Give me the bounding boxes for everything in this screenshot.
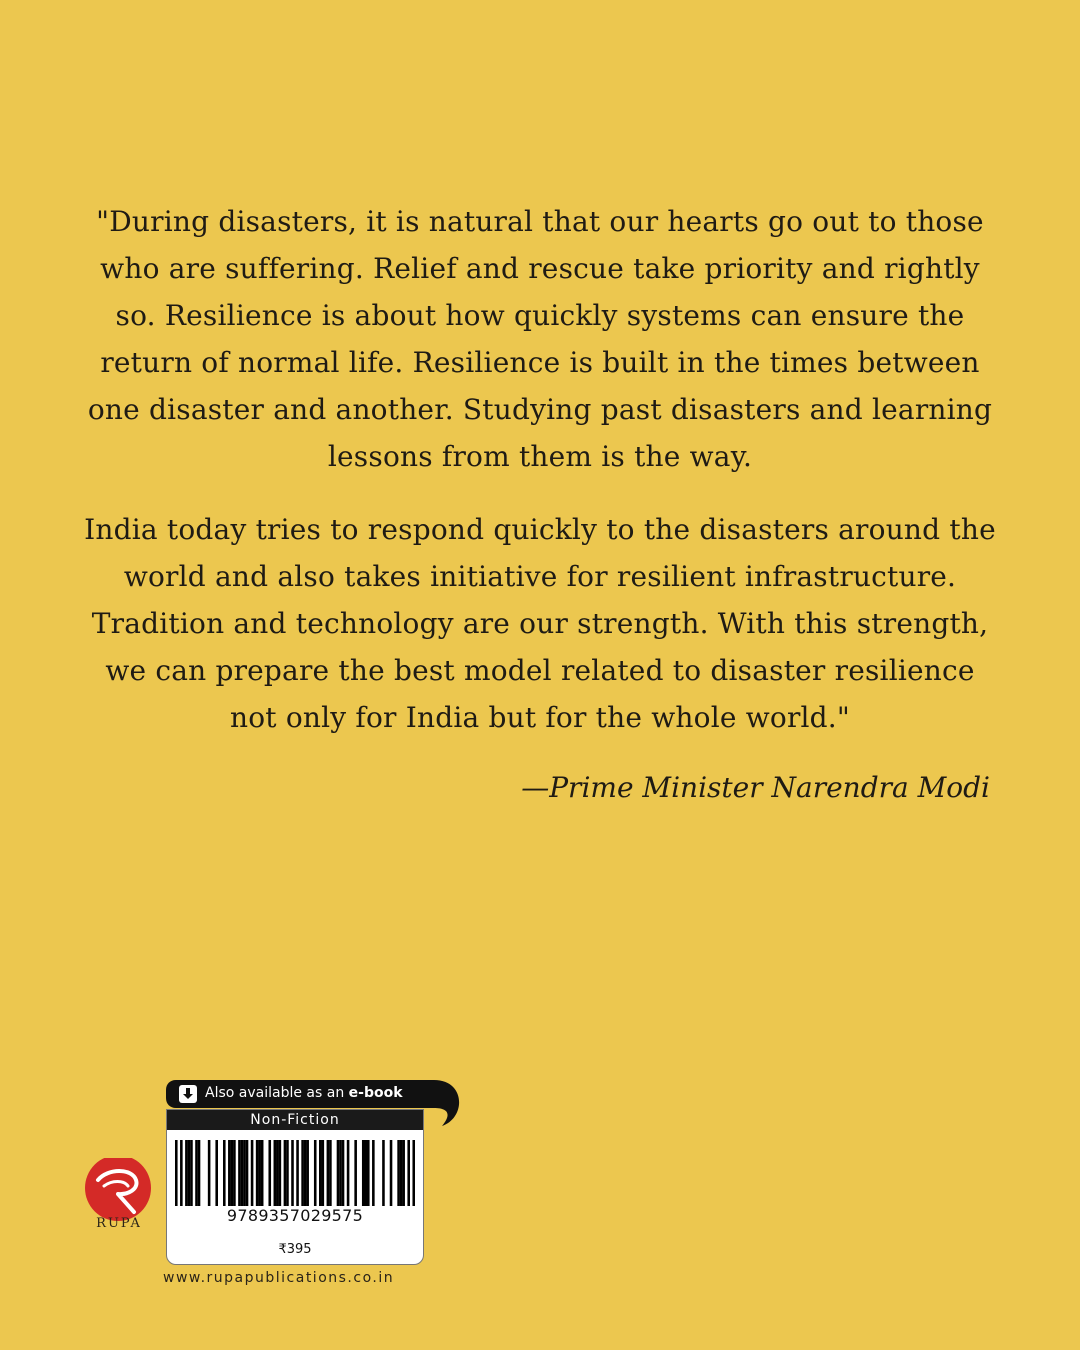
barcode-bar xyxy=(314,1140,317,1206)
barcode-bar xyxy=(329,1140,332,1206)
barcode-bar xyxy=(188,1140,191,1206)
barcode-bar xyxy=(241,1140,244,1206)
barcode-bar xyxy=(180,1140,183,1206)
barcode-bar xyxy=(397,1140,400,1206)
barcode-bar xyxy=(339,1140,342,1206)
barcode-bar xyxy=(233,1140,236,1206)
barcode-bar xyxy=(284,1140,287,1206)
price-label: ₹395 xyxy=(278,1242,312,1257)
barcode-bar xyxy=(327,1140,330,1206)
barcode-bar xyxy=(286,1140,289,1206)
barcode-bar xyxy=(362,1140,365,1206)
barcode-bar xyxy=(246,1140,249,1206)
barcode-bar xyxy=(319,1140,322,1206)
barcode-bar xyxy=(208,1140,211,1206)
quote-paragraph-1: "During disasters, it is natural that our hearts go out to those who are suffering. Relief and rescue take priority and rightly so. Resilience is about how quickly systems can ensure the return of normal life. Resilience is built in the times between one disaster and another. Studying past disasters and learning lessons from them is the way. xyxy=(87,205,993,473)
barcode-card xyxy=(166,1109,424,1265)
barcode-bar xyxy=(364,1140,367,1206)
download-icon xyxy=(178,1084,198,1104)
barcode-bar xyxy=(407,1140,410,1206)
ebook-label-prefix: Also available as an xyxy=(205,1085,349,1101)
publisher-name: RUPA xyxy=(96,1216,142,1231)
barcode-bar xyxy=(291,1140,294,1206)
category-label: Non-Fiction xyxy=(167,1110,423,1130)
barcode-bar xyxy=(268,1140,271,1206)
barcode-bar xyxy=(296,1140,299,1206)
barcode-bar xyxy=(256,1140,259,1206)
barcode-bar xyxy=(261,1140,264,1206)
barcode-bar xyxy=(304,1140,307,1206)
barcode-bar xyxy=(367,1140,370,1206)
barcode-bar xyxy=(251,1140,254,1206)
barcode-bar xyxy=(372,1140,375,1206)
barcode-bar xyxy=(354,1140,357,1206)
barcode-bar xyxy=(228,1140,231,1206)
barcode-bar xyxy=(412,1140,415,1206)
barcode-bar xyxy=(258,1140,261,1206)
barcode-bar xyxy=(215,1140,218,1206)
barcode-bar xyxy=(274,1140,277,1206)
isbn-number: 9789357029575 xyxy=(226,1206,364,1225)
quote-paragraph-2: India today tries to respond quickly to the disasters around the world and also takes initiative for resilient infrastructure. Tradition and technology are our strength. With this strength, we can prepare the best model related to disaster resilience not only for India but for the whole world." xyxy=(84,513,996,734)
barcode-bar xyxy=(347,1140,350,1206)
barcode-bar xyxy=(231,1140,234,1206)
barcode-bar xyxy=(279,1140,282,1206)
quote-attribution: —Prime Minister Narendra Modi xyxy=(521,771,990,804)
barcode-bar xyxy=(276,1140,279,1206)
barcode-bar xyxy=(342,1140,345,1206)
barcode-bar xyxy=(322,1140,325,1206)
barcode-bar xyxy=(175,1140,178,1206)
barcode-bar xyxy=(306,1140,309,1206)
barcode-bar xyxy=(198,1140,201,1206)
ebook-availability-label xyxy=(205,1083,403,1103)
barcode-bar xyxy=(195,1140,198,1206)
publisher-website: www.rupapublications.co.in xyxy=(163,1270,395,1286)
barcode-bar xyxy=(190,1140,193,1206)
barcode-bar xyxy=(390,1140,393,1206)
ebook-label-emphasis: e-book xyxy=(348,1085,403,1101)
barcode-bar xyxy=(402,1140,405,1206)
barcode-bar xyxy=(301,1140,304,1206)
barcode-bar xyxy=(382,1140,385,1206)
barcode-bar xyxy=(185,1140,188,1206)
barcode-bar xyxy=(243,1140,246,1206)
barcode-bar xyxy=(223,1140,226,1206)
barcode-bar xyxy=(337,1140,340,1206)
barcode-graphic xyxy=(175,1140,415,1206)
barcode-bar xyxy=(238,1140,241,1206)
barcode-bar xyxy=(400,1140,403,1206)
